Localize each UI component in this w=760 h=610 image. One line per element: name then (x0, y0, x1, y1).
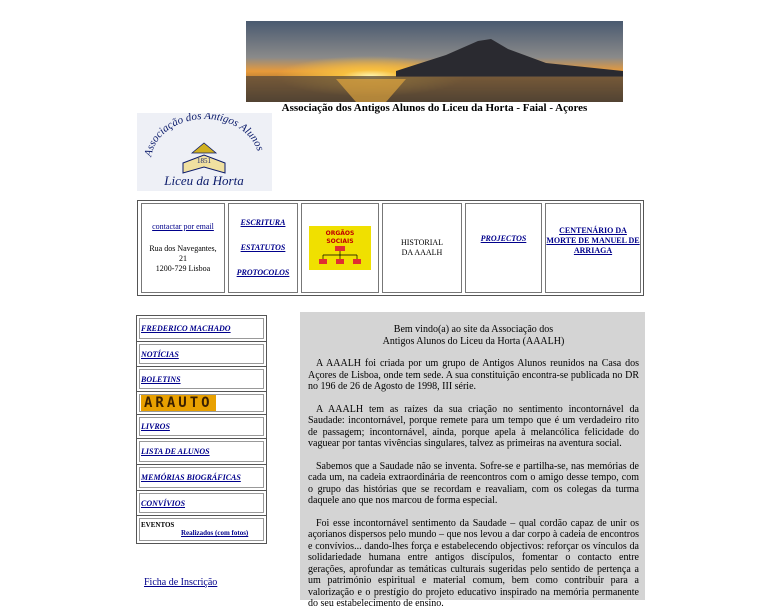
centenario-cell (545, 203, 641, 293)
address-line3: 1200-729 Lisboa (155, 264, 211, 273)
svg-text:ORGÃOS: ORGÃOS (325, 230, 355, 237)
historial-cell (382, 203, 462, 293)
projectos-cell (465, 203, 542, 293)
nav-link-label[interactable]: CONVÍVIOS (141, 498, 186, 508)
arauto-logo[interactable]: ARAUTO (141, 395, 216, 411)
nav-item-eventos (136, 515, 267, 544)
address-line2: 21 (179, 254, 187, 263)
welcome-line-1: Bem vindo(a) ao site da Associação dos (393, 324, 554, 335)
welcome-text-panel (300, 312, 645, 609)
intro-paragraph-2: A AAALH tem as raízes da sua criação no sentimento incontornável da Saudade: incontornável, porque remete para um tempo que é um verdadeiro rito de passagem; incontornável, ainda, porque apela à melancólica felicidade do vaguear por tantas vivências singulares, talvez as primeiras na aventura social. (308, 403, 639, 449)
orgaos-cell (301, 203, 379, 293)
svg-text:SOCIAIS: SOCIAIS (326, 238, 354, 245)
eventos-label: EVENTOS (141, 521, 175, 529)
protocolos-link[interactable]: PROTOCOLOS (236, 268, 290, 278)
intro-paragraph-4: Foi esse incontornável sentimento da Saudade – qual cordão capaz de unir os açorianos dispersos pelo mundo – que nos levou a dar corpo à cadeia de encontros e convívios... dando-lhes força e estabelecendo objectivos: reforçar os vínculos da solidariedade humana entre antigos discípulos, fomentar o contacto entre gerações, aprofundar as temáticas culturais sugeridas pelo sentido de pertença a um património espiritual e material comum, bem como contribuir para a valorização e o prestígio do projeto educativo inspirado na memória permanente do seu estabelecimento de ensino. (308, 517, 639, 609)
orgaos-sociais-image[interactable] (309, 226, 371, 270)
intro-paragraph-3: Sabemos que a Saudade não se inventa. Sofre-se e partilha-se, nas memórias de cada um, na cadeia extraordinária de reencontros com o amigo desse tempo, com o grupo das histórias que se recordam e reavaliam, com os colegas da turma daquele ano que nos marcou de forma especial. (308, 460, 639, 506)
nav-link-label[interactable]: NOTÍCIAS (141, 349, 179, 359)
projectos-link[interactable]: PROJECTOS (480, 234, 527, 243)
historial-link[interactable]: HISTORIAL DA AAALH (400, 238, 444, 257)
nav-link-label[interactable]: MEMÓRIAS BIOGRÁFICAS (141, 473, 241, 482)
svg-text:Liceu da Horta: Liceu da Horta (164, 173, 244, 188)
nav-link-label[interactable]: FREDERICO MACHADO (141, 324, 231, 333)
intro-paragraph-1: A AAALH foi criada por um grupo de Antigos Alunos reunidos na Casa dos Açores de Lisboa, onde tem sede. A sua constituição encontra-se publicada no DR no 196 de 26 de Agosto de 1998, III série. (308, 358, 639, 392)
address-line1: Rua dos Navegantes, (149, 244, 217, 253)
nav-link-label[interactable]: LISTA DE ALUNOS (141, 447, 210, 456)
svg-text:1851: 1851 (197, 157, 211, 165)
nav-item-frederico-machado[interactable] (136, 315, 267, 342)
nav-item-memorias-biograficas[interactable] (136, 464, 267, 491)
sunset-banner-image (246, 21, 623, 102)
site-title: Associação dos Antigos Alunos do Liceu da Horta - Faial - Açores (281, 102, 588, 114)
nav-link-label[interactable]: BOLETINS (141, 374, 181, 384)
nav-item-convivios[interactable] (136, 490, 267, 516)
nav-item-arauto[interactable] (136, 391, 267, 415)
eventos-realizados-link[interactable]: Realizados (com fotos) (181, 529, 249, 537)
top-links-table (137, 200, 644, 296)
nav-item-lista-de-alunos[interactable] (136, 438, 267, 465)
association-logo (137, 113, 272, 191)
welcome-line-2: Antigos Alunos do Liceu da Horta (AAALH) (382, 335, 565, 347)
escritura-link[interactable]: ESCRITURA (240, 217, 286, 227)
nav-item-livros[interactable] (136, 414, 267, 439)
contact-cell (141, 203, 225, 293)
centenario-link[interactable]: CENTENÁRIO DA MORTE DE MANUEL DE ARRIAGA (546, 226, 640, 255)
estatutos-link[interactable]: ESTATUTOS (240, 242, 286, 252)
ficha-inscricao-link[interactable]: Ficha de Inscrição (144, 577, 218, 588)
svg-text:Associação dos Antigos Alunos: Associação dos Antigos Alunos (142, 113, 267, 158)
documents-cell (228, 203, 298, 293)
contact-email-link[interactable]: contactar por email (152, 222, 214, 231)
nav-link-label[interactable]: LIVROS (141, 422, 170, 431)
nav-item-boletins[interactable] (136, 366, 267, 392)
nav-item-noticias[interactable] (136, 341, 267, 367)
